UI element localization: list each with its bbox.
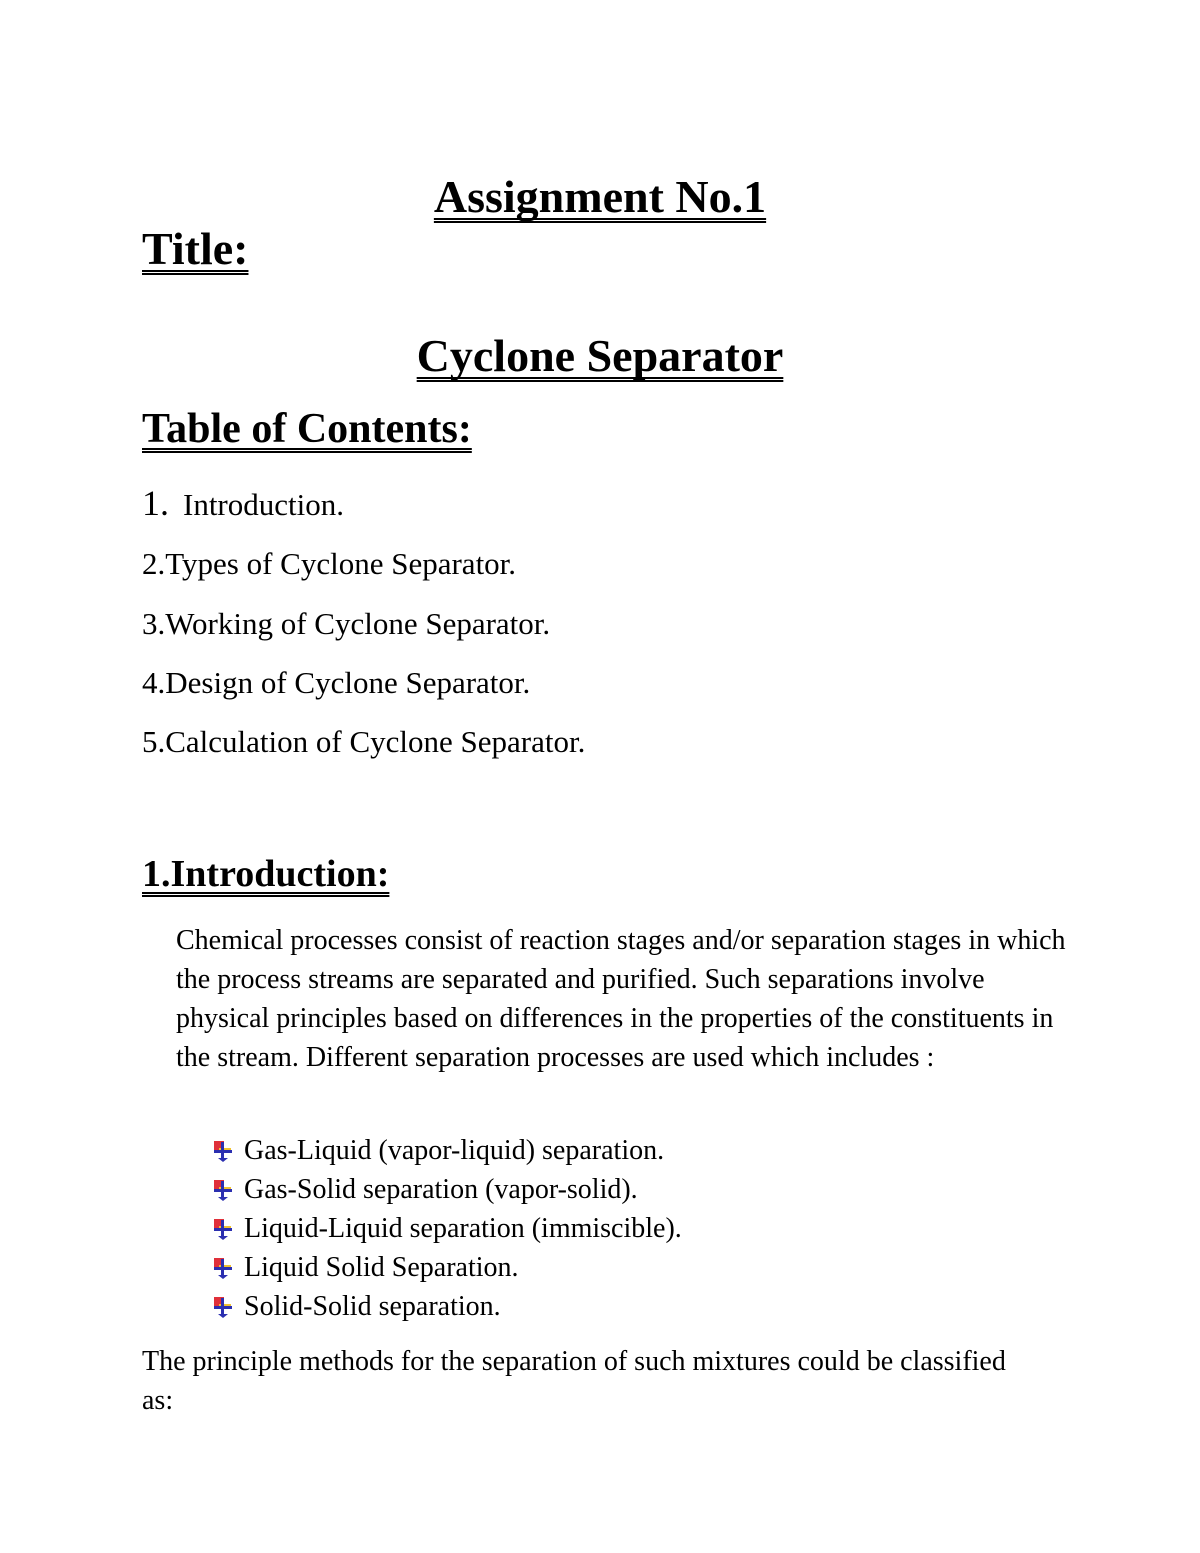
title-label-text: Title: [142, 223, 249, 274]
closing-paragraph: The principle methods for the separation of such mixtures could be classified as: [142, 1346, 1006, 1416]
plus-arrow-bullet-icon [212, 1257, 234, 1279]
toc-item-text: Working of Cyclone Separator. [165, 606, 551, 641]
plus-arrow-bullet-icon [212, 1179, 234, 1201]
list-item-text: Solid-Solid separation. [244, 1291, 501, 1322]
introduction-paragraph: Chemical processes consist of reaction stages and/or separation stages in which the process streams are separated and purified. Such separations involve physical principles based on differences in the properties of the constituents in the stream. Different separation processes are used which includes : [176, 925, 1066, 1073]
toc-item-number: 3. [142, 606, 166, 641]
toc-item [142, 606, 550, 642]
list-item [212, 1131, 682, 1170]
toc-item-text: Design of Cyclone Separator. [165, 665, 531, 700]
list-item [212, 1170, 682, 1209]
plus-arrow-bullet-icon [212, 1296, 234, 1318]
toc-item [142, 482, 344, 524]
introduction-heading [142, 852, 389, 896]
plus-arrow-bullet-icon [212, 1218, 234, 1240]
toc-item-number: 1. [142, 483, 169, 523]
toc-item-number: 4. [142, 665, 166, 700]
list-item-text: Gas-Solid separation (vapor-solid). [244, 1174, 638, 1205]
list-item-text: Liquid Solid Separation. [244, 1252, 519, 1283]
toc-item-text: Types of Cyclone Separator. [165, 546, 517, 581]
toc-item-number: 2. [142, 546, 166, 581]
toc-item [142, 665, 530, 701]
introduction-heading-text: 1.Introduction: [142, 853, 390, 895]
list-item-text: Liquid-Liquid separation (immiscible). [244, 1213, 682, 1244]
list-item [212, 1287, 682, 1326]
list-item [212, 1248, 682, 1287]
list-item [212, 1209, 682, 1248]
toc-heading [142, 405, 472, 453]
separation-list [212, 1131, 682, 1326]
toc-heading-text: Table of Contents: [142, 406, 472, 452]
document-subject [0, 329, 1200, 382]
list-item-text: Gas-Liquid (vapor-liquid) separation. [244, 1135, 665, 1166]
toc-item-text: Introduction. [183, 487, 344, 522]
assignment-title [0, 170, 1200, 223]
toc-item-number: 5. [142, 724, 166, 759]
title-label [142, 222, 248, 275]
assignment-title-text: Assignment No.1 [433, 171, 767, 222]
toc-item [142, 724, 585, 760]
toc-item-text: Calculation of Cyclone Separator. [165, 724, 586, 759]
plus-arrow-bullet-icon [212, 1140, 234, 1162]
toc-item [142, 546, 516, 582]
document-subject-text: Cyclone Separator [416, 330, 784, 381]
